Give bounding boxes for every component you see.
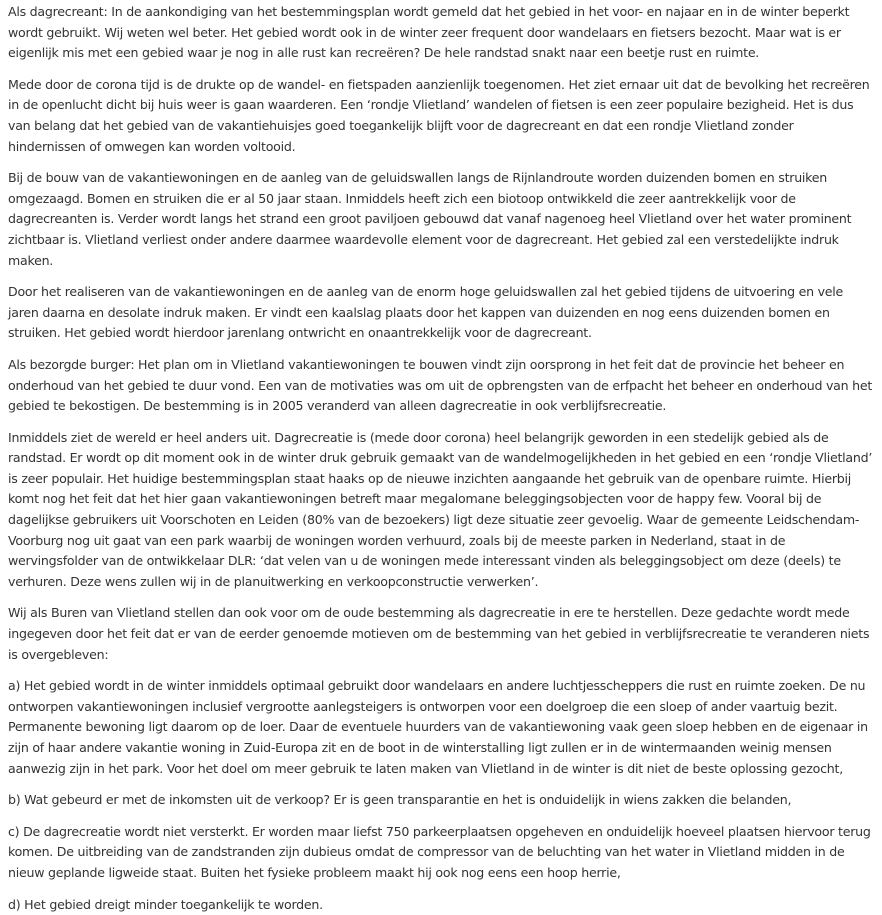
- paragraph-inmiddels: Inmiddels ziet de wereld er heel anders uit. Dagrecreatie is (mede door corona) heel belangrijk geworden in een stedelijk gebied als de randstad. Er wordt op dit moment ook in de winter druk gebruik gemaakt van de wandelmogelijkheden in het gebied en een ‘rondje Vlietland’ is zeer populair. Het huidige bestemmingsplan staat haaks op de nieuwe inzichten aangaande het gebruik van de openbare ruimte. Hierbij komt nog het feit dat het hier gaan vakantiewoningen betreft maar megalomane beleggingsobjecten voor de happy few. Vooral bij de dagelijkse gebruikers uit Voorschoten en Leiden (80% van de bezoekers) ligt deze situatie zeer gevoelig. Waar de gemeente Leidschendam-Voorburg nog uit gaat van een park waarbij de woningen worden verhuurd, zoals bij de meeste parken in Nederland, staat in de wervingsfolder van de ontwikkelaar DLR: ‘dat velen van u de woningen mede interessant vinden als beleggingsobject om deze (deels) te verhuren. Deze wens zullen wij in de planuitwerking en verkoopconstructie verwerken’.: [8, 429, 873, 589]
- paragraph-bezorgde-burger: Als bezorgde burger: Het plan om in Vlietland vakantiewoningen te bouwen vindt zijn oorsprong in het feit dat de provincie het beheer en onderhoud van het gebied te duur vond. Een van de motivaties was om uit de opbrengsten van de erfpacht het beheer en onderhoud van het gebied te bekostigen. De bestemming is in 2005 veranderd van alleen dagrecreatie in ook verblijfsrecreatie.: [8, 356, 873, 414]
- paragraph-bomen-struiken: Bij de bouw van de vakantiewoningen en de aanleg van de geluidswallen langs de Rijnlandroute worden duizenden bomen en struiken omgezaagd. Bomen en struiken die er al 50 jaar staan. Inmiddels heeft zich een biotoop ontwikkeld die zeer aantrekkelijk voor de dagrecreanten is. Verder wordt langs het strand een groot paviljoen gebouwd dat vanaf nagenoeg heel Vlietland over het water prominent zichtbaar is. Vlietland verliest onder andere daarmee waardevolle element voor de dagrecreant. Het gebied zal een verstedelijkte indruk maken.: [8, 170, 852, 268]
- paragraph-buren-van-vlietland: Wij als Buren van Vlietland stellen dan ook voor om de oude bestemming als dagrecreatie in ere te herstellen. Deze gedachte wordt mede ingegeven door het feit dat er van de eerder genoemde motieven om de bestemming van het gebied in verblijfsrecreatie te veranderen niets is overgebleven:: [8, 605, 870, 662]
- paragraph-corona-drukte: Mede door de corona tijd is de drukte op de wandel- en fietspaden aanzienlijk toegenomen. Het ziet ernaar uit dat de bevolking het recreëren in de openlucht dicht bij huis weer is gaan waarderen. Een ‘rondje Vlietland’ wandelen of fietsen is een zeer populaire bezigheid. Het is dus van belang dat het gebied van de vakantiehuisjes goed toegankelijk blijft voor de dagrecreant en dat een rondje Vlietland zonder hindernissen of omwegen kan worden voltooid.: [8, 76, 870, 154]
- paragraph-kaalslag: Door het realiseren van de vakantiewoningen en de aanleg van de enorm hoge geluidswallen zal het gebied tijdens de uitvoering en vele jaren daarna en desolate indruk maken. Er vindt een kaalslag plaats door het kappen van duizenden en nog eens duizenden bomen en struiken. Het gebied wordt hierdoor jarenlang ontwricht en onaantrekkelijk voor de dagrecreant.: [8, 284, 844, 341]
- list-item-c: c) De dagrecreatie wordt niet versterkt. Er worden maar liefst 750 parkeerplaatsen opgeheven en onduidelijk hoeveel plaatsen hiervoor terug komen. De uitbreiding van de zandstranden zijn dubieus omdat de compressor van de beluchting van het water in Vlietland midden in de nieuw geplande ligweide staat. Buiten het fysieke probleem maakt hij ook nog eens een hoop herrie,: [8, 823, 871, 880]
- list-item-a: a) Het gebied wordt in de winter inmiddels optimaal gebruikt door wandelaars en andere luchtjesscheppers die rust en ruimte zoeken. De nu ontworpen vakantiewoningen inclusief vergrootte aanlegsteigers is ontworpen voor een doelgroep die een sloep of ander vaartuig bezit. Permanente bewoning ligt daarom op de loer. Daar de eventuele huurders van de vakantiewoning vaak geen sloep hebben en de eigenaar in zijn of haar andere vakantie woning in Zuid-Europa zit en de boot in de winterstalling ligt zullen er in de wintermaanden weinig mensen aanwezig zijn in het park. Voor het doel om meer gebruik te laten maken van Vlietland in de winter is dit niet de beste oplossing gezocht,: [8, 678, 868, 776]
- paragraph-dagrecreant: Als dagrecreant: In de aankondiging van het bestemmingsplan wordt gemeld dat het gebied in het voor- en najaar en in de winter beperkt wordt gebruikt. Wij weten wel beter. Het gebied wordt ook in de winter zeer frequent door wandelaars en fietsers bezocht. Maar wat is er eigenlijk mis met een gebied waar je nog in alle rust kan recreëren? De hele randstad snakt naar een beetje rust en ruimte.: [8, 4, 850, 61]
- list-item-b: b) Wat gebeurd er met de inkomsten uit de verkoop? Er is geen transparantie en het is onduidelijk in wiens zakken die belanden,: [8, 792, 792, 808]
- list-item-d: d) Het gebied dreigt minder toegankelijk te worden.: [8, 896, 323, 912]
